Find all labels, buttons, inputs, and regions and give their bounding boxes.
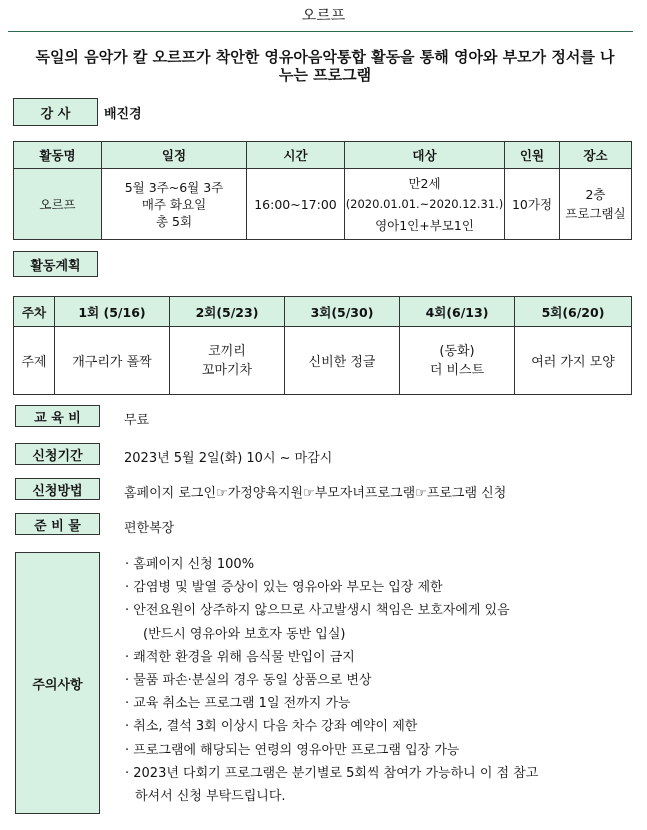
notice-list xyxy=(125,553,630,808)
time-cell: 16:00~17:00 xyxy=(247,169,345,240)
notice-item: · 물품 파손·분실의 경우 동일 상품으로 변상 xyxy=(125,672,372,688)
week-1: 1회 (5/16) xyxy=(55,297,170,327)
method-label: 신청방법 xyxy=(15,478,100,500)
period-label: 신청기간 xyxy=(15,443,100,465)
header-target: 대상 xyxy=(345,142,505,169)
topic-5 xyxy=(515,327,632,395)
topic-line: 코끼리 xyxy=(208,343,246,359)
topic-line: 신비한 정글 xyxy=(308,355,376,370)
page-title: 오르프 xyxy=(301,6,346,24)
title-divider xyxy=(8,31,633,32)
prep-label: 준 비 물 xyxy=(15,513,100,535)
topic-line: 더 비스트 xyxy=(429,362,485,378)
schedule-line: 총 5회 xyxy=(155,213,193,229)
notice-item: · 쾌적한 환경을 위해 음식물 반입이 금지 xyxy=(125,649,355,665)
fee-value: 무료 xyxy=(124,413,150,428)
week-3: 3회(5/30) xyxy=(285,297,400,327)
plan-table xyxy=(13,296,632,395)
notice-item: · 교육 취소는 프로그램 1일 전까지 가능 xyxy=(125,696,351,712)
schedule-cell xyxy=(102,169,247,240)
target-cell xyxy=(345,169,505,240)
notice-item: · 홈페이지 신청 100% xyxy=(125,557,255,572)
topic-4 xyxy=(400,327,515,395)
schedule-line: 5월 3주~6월 3주 xyxy=(124,179,224,195)
notice-label: 주의사항 xyxy=(15,552,100,814)
target-line: 만2세 xyxy=(408,175,441,191)
fee-label: 교 육 비 xyxy=(15,405,100,427)
target-line: (2020.01.01.~2020.12.31.) xyxy=(345,196,504,211)
header-activity: 활동명 xyxy=(14,142,102,169)
week-5: 5회(6/20) xyxy=(515,297,632,327)
plan-label: 활동계획 xyxy=(13,251,98,277)
schedule-line: 매주 화요일 xyxy=(141,196,207,212)
place-cell xyxy=(560,169,632,240)
topic-line: 여러 가지 모양 xyxy=(531,355,615,370)
notice-item: · 안전요원이 상주하지 않으므로 사고발생시 책임은 보호자에게 있음 xyxy=(125,603,510,619)
notice-item: 하셔서 신청 부탁드립니다. xyxy=(135,788,286,804)
notice-item: · 취소, 결석 3회 이상시 다음 차수 강좌 예약이 제한 xyxy=(125,719,418,735)
week-4: 4회(6/13) xyxy=(400,297,515,327)
header-place: 장소 xyxy=(560,142,632,169)
instructor-name: 배진경 xyxy=(104,107,142,122)
week-header: 주차 xyxy=(14,297,55,327)
notice-item: · 감염병 및 발열 증상이 있는 영유아와 부모는 입장 제한 xyxy=(125,580,443,596)
method-value: 홈페이지 로그인☞가정양육지원☞부모자녀프로그램☞프로그램 신청 xyxy=(124,486,507,501)
capacity-cell: 10가정 xyxy=(505,169,560,240)
topic-3 xyxy=(285,327,400,395)
topic-1 xyxy=(55,327,170,395)
program-intro: 독일의 음악가 칼 오르프가 착안한 영유아음악통합 활동을 통해 영아와 부모가 정서를 나누는 프로그램 xyxy=(35,48,615,84)
prep-value: 편한복장 xyxy=(124,521,175,536)
topic-2 xyxy=(170,327,285,395)
header-capacity: 인원 xyxy=(505,142,560,169)
notice-item: (반드시 영유아와 보호자 동반 입실) xyxy=(143,626,346,642)
notice-item: · 프로그램에 해당되는 연령의 영유아만 프로그램 입장 가능 xyxy=(125,742,460,758)
overview-table xyxy=(13,141,632,240)
topic-line: (동화) xyxy=(439,343,475,359)
header-schedule: 일정 xyxy=(102,142,247,169)
period-value: 2023년 5월 2일(화) 10시 ~ 마감시 xyxy=(124,451,333,466)
place-line: 2층 xyxy=(585,187,606,202)
week-2: 2회(5/23) xyxy=(170,297,285,327)
activity-name: 오르프 xyxy=(14,169,102,240)
topic-line: 개구리가 폴짝 xyxy=(72,355,152,370)
topic-line: 꼬마기차 xyxy=(201,362,253,378)
header-time: 시간 xyxy=(247,142,345,169)
notice-item: · 2023년 다회기 프로그램은 분기별로 5회씩 참여가 가능하니 이 점 참고 xyxy=(125,765,539,781)
place-line: 프로그램실 xyxy=(565,206,626,221)
topic-header: 주제 xyxy=(14,327,55,395)
instructor-label: 강 사 xyxy=(13,98,98,126)
target-line: 영아1인+부모1인 xyxy=(375,217,474,233)
